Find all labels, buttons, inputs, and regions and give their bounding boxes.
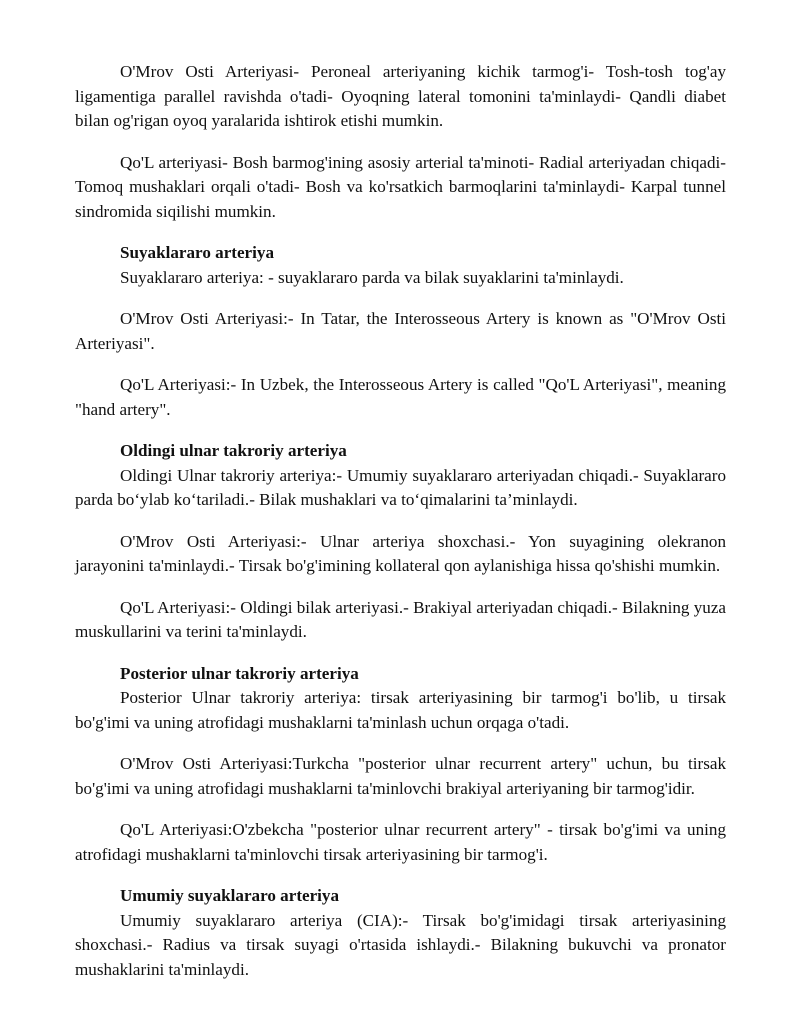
section-heading: Oldingi ulnar takroriy arteriya <box>120 441 347 460</box>
paragraph: Qo'L Arteriyasi:- In Uzbek, the Interosseous Artery is called "Qo'L Arteriyasi", meaning "hand artery". <box>75 375 726 419</box>
paragraph: O'Mrov Osti Arteriyasi:- Ulnar arteriya shoxchasi.- Yon suyagining olekranon jarayonini ta'minlaydi.- Tirsak bo'g'imining kollateral qon aylanishiga hissa qo'shishi mumkin. <box>75 531 726 575</box>
document-page <box>75 60 726 999</box>
paragraph: Qo'L arteriyasi- Bosh barmog'ining asosiy arterial ta'minoti- Radial arteriyadan chiqadi- Tomoq mushaklari orqali o'tadi- Bosh va ko'rsatkich barmoqlarini ta'minlaydi- Karpal tunnel sindromida siqilishi mumkin. <box>75 152 726 221</box>
paragraph: Qo'L Arteriyasi:O'zbekcha "posterior ulnar recurrent artery" - tirsak bo'g'imi va uning atrofidagi mushaklarni ta'minlovchi tirsak arteriyasining bir tarmog'i. <box>75 820 726 864</box>
section-heading: Suyaklararo arteriya <box>120 243 274 262</box>
paragraph: Qo'L Arteriyasi:- Oldingi bilak arteriyasi.- Brakiyal arteriyadan chiqadi.- Bilakning yuza muskullarini va terini ta'minlaydi. <box>75 597 726 641</box>
paragraph: O'Mrov Osti Arteriyasi- Peroneal arteriyaning kichik tarmog'i- Tosh-tosh tog'ay ligamentiga parallel ravishda o'tadi- Oyoqning lateral tomonini ta'minlaydi- Qandli diabet bilan og'rigan oyoq yaralarida ishtirok etishi mumkin. <box>75 62 726 130</box>
section-heading: Posterior ulnar takroriy arteriya <box>120 663 359 683</box>
paragraph: Umumiy suyaklararo arteriya (CIA):- Tirsak bo'g'imidagi tirsak arteriyasining shoxchasi.- Radius va tirsak suyagi o'rtasida ishlaydi.- Bilakning bukuvchi va pronator mushaklarini ta'minlaydi. <box>75 910 726 979</box>
paragraph: Oldingi Ulnar takroriy arteriya:- Umumiy suyaklararo arteriyadan chiqadi.- Suyaklararo parda bo‘ylab ko‘tariladi.- Bilak mushaklari va to‘qimalarini ta’minlaydi. <box>75 465 726 509</box>
paragraph: Suyaklararo arteriya: - suyaklararo parda va bilak suyaklarini ta'minlaydi. <box>120 267 624 287</box>
paragraph: Posterior Ulnar takroriy arteriya: tirsak arteriyasining bir tarmog'i bo'lib, u tirsak bo'g'imi va uning atrofidagi mushaklarni ta'minlash uchun orqaga o'tadi. <box>75 688 726 732</box>
section-heading: Umumiy suyaklararo arteriya <box>120 886 340 905</box>
paragraph: O'Mrov Osti Arteriyasi:- In Tatar, the Interosseous Artery is known as "O'Mrov Osti Arteriyasi". <box>75 309 726 353</box>
paragraph: O'Mrov Osti Arteriyasi:Turkcha "posterior ulnar recurrent artery" uchun, bu tirsak bo'g'imi va uning atrofidagi mushaklarni ta'minlovchi brakiyal arteriyaning bir tarmog'idir. <box>75 754 726 798</box>
